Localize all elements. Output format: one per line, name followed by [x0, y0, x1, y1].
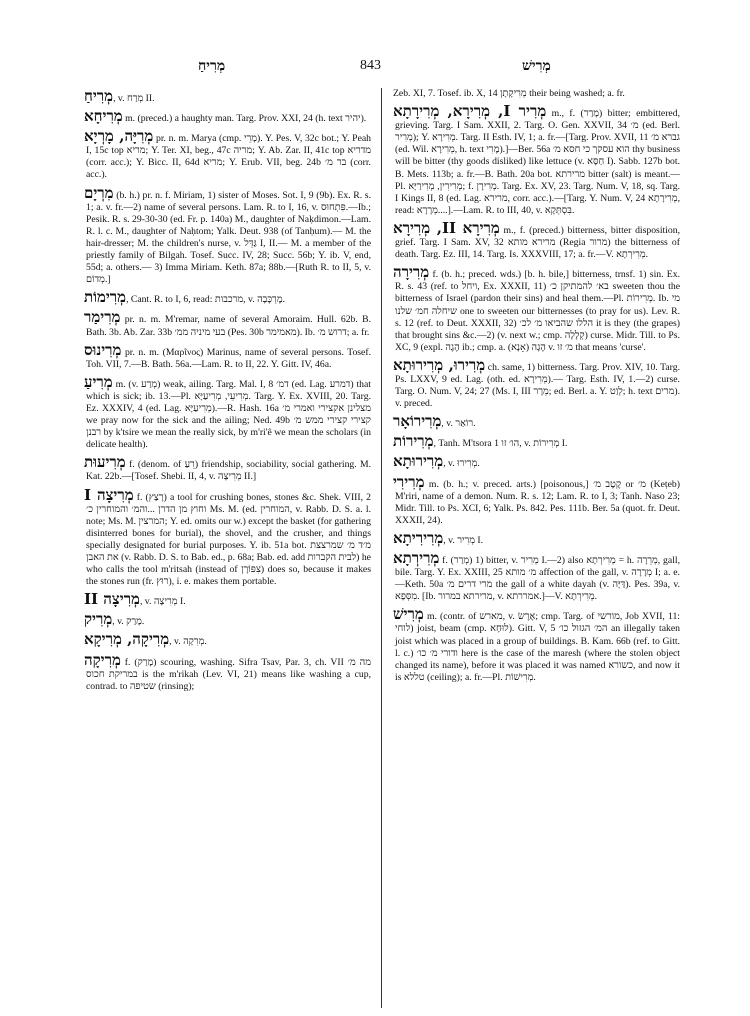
- entry-headword: מְרִיר I, מְרִירָא, מְרִירָתָא: [393, 102, 547, 121]
- entry-headword: מְרִירִיתָא: [393, 528, 444, 547]
- dictionary-entry: [86, 611, 371, 628]
- entry-definition: m., f. (מָרַר) bitter; embittered, grieving. Targ. I Sam. XXII, 2. Targ. O. Gen. XXVII, 34 מ׳ (ed. Berl. מְרִיר); Y. מְרִירָא. Targ. II Esth. IV, 1; a. fr.—[Targ. Prov. XVII, 11 גברא מ׳ (ed. Wil. מְרִירָא, h. text מֶרִי).]—Ber. 56a הוא עסקך כי חסא מ׳ thy business will be bitter (thy goods disliked) like lettuce (v. חַסָּא I). Sabb. 127b bot. B. Mets. 113b; a. fr.—B. Bath. 20a bot. מרירתא bitter (salt) is meant.—Pl. מְרִירִין, מְרִירַיָּא; f. מְרִירָן. Targ. Ex. XV, 23. Targ. Num. V, 18, sq. Targ. I Kings II, 8 (ed. Lag. מרירא, corr. acc.).—[Targ. Y. Num. V, 24 מְרִירָתָא, read: מְרָרָא....].—Lam. R. to III, 40, v. בִּסְתְּקָא.: [395, 108, 681, 216]
- dictionary-entry: [395, 357, 680, 410]
- entry-definition: , v. מָרַק.: [112, 616, 145, 628]
- dictionary-entry: [395, 453, 680, 470]
- entry-definition: , v. מְרִיצָה I.: [139, 596, 186, 608]
- entry-headword: מְרִיעַ: [84, 372, 113, 391]
- entry-definition: ch. same, 1) bitterness. Targ. Prov. XIV, 10. Targ. Ps. LXXV, 9 ed. Lag. (oth. ed. מְרִירָא).— Targ. Esth. IV, 1.—2) curse. Targ. O. Num. V, 24; 27 (Ms. I, III מְרָר; ed. Berl. a. Y. לְוַט; h. text מרים). v. preced.: [395, 361, 680, 410]
- entry-headword: מְרִינוּס: [84, 340, 122, 359]
- entry-definition: , v. מְרַח II.: [113, 93, 155, 104]
- entry-headword: מְרִיק: [84, 610, 113, 629]
- entry-definition: , v. מְרִיר I.: [443, 534, 484, 546]
- entry-headword: מְרִיקָה: [84, 650, 121, 669]
- dictionary-entry: [395, 606, 680, 684]
- dictionary-entry: [395, 264, 680, 354]
- entry-headword: מְרִירְתָא: [393, 549, 440, 567]
- entry-headword: מְרִיעוּת: [84, 453, 126, 472]
- dictionary-entry: [86, 374, 371, 452]
- entry-headword: מְרִימוֹת: [84, 288, 127, 307]
- entry-definition: m., f. (preced.) bitterness, bitter disposition, grief. Targ. I Sam. XV, 32 מרירא מותא (Regia מרור) the bitterness of death. Targ. Ez. III, 14. Targ. Is. XXXVIII, 17; a. fr.—V. מְרִירְתָא.: [395, 224, 681, 261]
- dictionary-entry: [86, 342, 371, 371]
- entry-definition: , Cant. R. to I, 6, read: מרכבות, v. מֶרְכָּבָה.: [126, 294, 285, 306]
- dictionary-entry: [86, 631, 371, 648]
- entry-definition: pr. n. m. M'remar, name of several Amoraim. Hull. 62b. B. Bath. 3b. Ab. Zar. 33b בעי מיניה ממ׳ (Pes. 30b מאמימר). Ib. דרוש מ׳; a. fr.: [86, 314, 371, 338]
- dictionary-entry: [86, 591, 371, 608]
- running-head-left: מְרִיחַ: [198, 58, 226, 74]
- right-column: [395, 88, 680, 1008]
- dictionary-entry: [395, 550, 680, 603]
- page-header: [0, 52, 750, 76]
- entry-headword: מְרִירוֹת: [393, 432, 434, 451]
- dictionary-entry: [395, 474, 680, 527]
- dictionary-entry: [86, 108, 371, 125]
- entry-headword: מִרְיָם: [84, 183, 114, 202]
- entry-headword: מְרִירוּ, מְרִירוּתָא: [393, 355, 486, 374]
- entry-definition: f. (רָצַץ) a tool for crushing bones, stones &c. Shek. VIII, 2 וחוץ מן הדרן ...והמ׳ והמוחרין כ׳ Ms. M. (ed. המוחרין, v. Rabb. D. S. a. l. note; Ms. M. המרצין; Y. ed. omits our w.) except the basket (for gathering disinterred bones for burial), the shovel, and the crusher, and things specially designated for burial purposes. Y. ib. 51a bot. מ׳ד מ׳ שמרצצת את האבן (v. Rabb. D. S. to Bab. ed., p. 68a; Bab. ed. add לבית הקברות) he who calls the tool m'ritsah (instead of צִפּוֹרָן) does so, because it makes the stones run (fr. רוּץ), i. e. makes them portable.: [86, 491, 372, 588]
- entry-definition: (b. h.) pr. n. f. Miriam, 1) sister of Moses. Sot. I, 9 (9b). Ex. R. s. 1; a. v. fr.—2) name of several persons. Lam. R. to I, 16, v. פִּתְחוּס.—Ib.; Pesik. R. s. 29-30-30 (ed. Fr. p. 140a) M., daughter of Naḳdimon.—Lam. R. l. c. M., daughter of Naḥtom; Yalk. Deut. 938 (of Tanḥum).— M. the hair-dresser; M. the children's nurse, v. גַּדֵּל I, II.— M. a member of the priestly family of Bilgah. Tosef. Succ. IV, 28; Succ. 56b; Y. ib. V, end, 55d; a. others.— 3) Imma Miriam. Keth. 87a; 88b.—[Ruth R. to II, 5, v. מְדוֹם.]: [86, 189, 371, 286]
- dictionary-entry: [395, 433, 680, 450]
- left-column: [86, 88, 371, 1008]
- entry-headword: מְרִימַר: [84, 308, 121, 327]
- dictionary-entry: [395, 103, 680, 217]
- dictionary-entry: [86, 88, 371, 105]
- entry-definition: pr. n. m. Marya (cmp. מָרֵי). Y. Pes. V, 32c bot.; Y. Peah I, 15c top מריא; Y. Ter. XI, beg., 47c מריה; Y. Ab. Zar. II, 41c top מדריא (corr. acc.); Y. Bicc. II, 64d מריא; Y. Erub. VII, beg. 24b בר מ׳ (corr. acc.).: [86, 133, 372, 181]
- dictionary-entry: [86, 128, 371, 181]
- entry-definition: Zeb. XI, 7. Tosef. ib. X, 14 מְרִיקָתָן their being washed; a. fr.: [393, 88, 625, 99]
- entry-definition: f. (מָרַק) scouring, washing. Sifra Tsav, Par. 3, ch. VII מה מ׳ במריקת חכוס is the m'rikah (Lev. VI, 21) means like washing a cup, contrad. to שטיפה (rinsing);: [86, 656, 371, 692]
- dictionary-entry: [395, 413, 680, 430]
- dictionary-entry: [86, 309, 371, 338]
- dictionary-entry: [86, 185, 371, 287]
- dictionary-entry: [86, 454, 371, 483]
- entry-definition: pr. n. m. (Μαρῖνος) Marinus, name of several persons. Tosef. Toh. VII, 7.—B. Bath. 56a.—Lam. R. to II, 22. Y. Gitt. IV, 46a.: [86, 346, 371, 370]
- entry-headword: מְרִיקָה, מְרִיקָא: [84, 630, 170, 649]
- entry-headword: מְרִירָא II, מְרִירָא: [393, 218, 500, 237]
- entry-headword: מְרִיצָה II: [84, 590, 140, 609]
- entry-definition: m. (contr. of מארש, v. אֶרֶשׂ; cmp. Targ. of מורשי, Job XVII, 11: לוחי) joist, beam (cmp. לוּחָא). Gitt. V, 5 המ׳ הגזול כו׳ an illegally taken joist which was placed in a group of buildings. B. Kam. 66b (ref. to Gitt. l. c.) ודורי מ׳ כו׳ here is the case of the maresh (where the stolen object changed its name), before it was placed it was named כשורא, and now it is טללא (ceiling); a. fr.—Pl. מְרִישׁוֹת.: [395, 611, 680, 683]
- page-number: 843: [360, 58, 381, 73]
- entry-definition: , v. מְרִירוּ.: [443, 458, 480, 470]
- entry-headword: מְרִירָה: [393, 263, 430, 282]
- entry-definition: f. (b. h.; preced. wds.) [b. h. bile,] bitterness, trnsf. 1) sin. Ex. R. s. 43 (ref. to ויחל, Ex. XXXII, 11) בא׳ להמתיקן כ׳ sweeten thou the bitterness of Israel (pardon their sins) and heal them.—Pl. מְרִירוֹת. Ib. מי שיחלה חמ׳ שלנו one to sweeten our bitternesses (to pray for us). Lev. R. s. 12 (ref. to Deut. XXXII, 32) הללו שהביאו מ׳ לכ׳ it is they (the grapes) that brought sins &c.—2) (v. next w.; cmp. קְלָלָה) curse. Midr. Till. to Ps. XC, 9 (expl. הֶגֶה ib.; cmp. a. הֶגָה (אָנָא) v. מ׳ זו that means 'curse'.: [395, 269, 681, 353]
- entry-definition: , v. רוֹאַר.: [441, 418, 476, 430]
- dictionary-entry: [395, 220, 680, 261]
- entry-definition: , v. מְרִקָה.: [169, 636, 207, 648]
- dictionary-entry: [395, 530, 680, 547]
- column-divider: [381, 88, 382, 1008]
- dictionary-entry: [86, 289, 371, 306]
- entry-headword: מְרִיחַ: [84, 87, 114, 105]
- entry-definition: f. (denom. of רֵעַ) friendship, sociability, social gathering. M. Kat. 22b.—[Tosef. Shebi. II, 4, v. מְרִיצָה II.]: [86, 459, 372, 483]
- entry-definition: , Tanh. M'tsora 1 הו׳ זו, v. מְרִירוֹת I.: [433, 438, 568, 450]
- dictionary-entry: [86, 487, 371, 589]
- dictionary-entry: [86, 652, 371, 693]
- entry-headword: מְרִיחָא: [84, 107, 123, 126]
- dictionary-entry: [395, 88, 680, 100]
- entry-definition: f. (מְרַר) 1) bitter, v. מְרִיר I.—2) also מְרִירְתָא = h. מְרֵרָה, gall, bile. Targ. Y. Ex. XXIII, 25 מ׳ מותא affection of the gall, v. מְרָרָה I; a. e.—Keth. 50a מרי דרים מ׳ the gall of a white dayah (v. דַּיָּה). Pes. 39a, v. מִסְּפָא. [Ib. מרירתא במרור, v. אמררתא.]—V. מְרִירְתָא.: [395, 555, 680, 603]
- entry-headword: מְרִישׁ: [393, 605, 424, 624]
- entry-headword: מְרִירִי: [393, 472, 425, 491]
- entry-headword: מְרִירוּתָא: [393, 452, 444, 471]
- entry-definition: m. (preced.) a haughty man. Targ. Prov. XXI, 24 (h. text יהיר).: [122, 113, 367, 125]
- entry-definition: m. (v. מְרַע) weak, ailing. Targ. Mal. I, 8 דמ׳ (ed. Lag. דמרע) that which is sick; ib. 13.—Pl. מְרִיעֵי, מְרִיעַיָּא. Targ. Y. Ex. XVIII, 20. Targ. Ez. XXXIV, 4 (ed. Lag. מְרִיעַיָּא).—R. Hash. 16a מצלינן אקצירי ואמרי מ׳ we pray now for the sick and the ailing; Ned. 49b קצירי קצירי ממש מ׳ רבנן by k'tsire we mean the really sick, by m'ri'ê we mean the scholars (in delicate health).: [86, 378, 371, 451]
- entry-definition: m. (b. h.; v. preced. arts.) [poisonous,] קֶטֶב מ׳ or מ׳ (Keṭeb) M'riri, name of a demon. Num. R. s. 12; Lam. R. to I, 3; Tanh. Naso 23; Midr. Till. to Ps. XCI, 6; Yalk. Ps. 842. Pes. 111b. Ber. 5a (quot. fr. Deut. XXXII, 24).: [395, 478, 680, 526]
- running-head-right: מְרִישׁ: [522, 58, 551, 74]
- entry-headword: מְרִירוֹאָר: [393, 412, 442, 431]
- entry-headword: מְרִיצָה I: [84, 485, 134, 504]
- entry-headword: מְרִיָּה, מָרְיָא: [84, 127, 154, 146]
